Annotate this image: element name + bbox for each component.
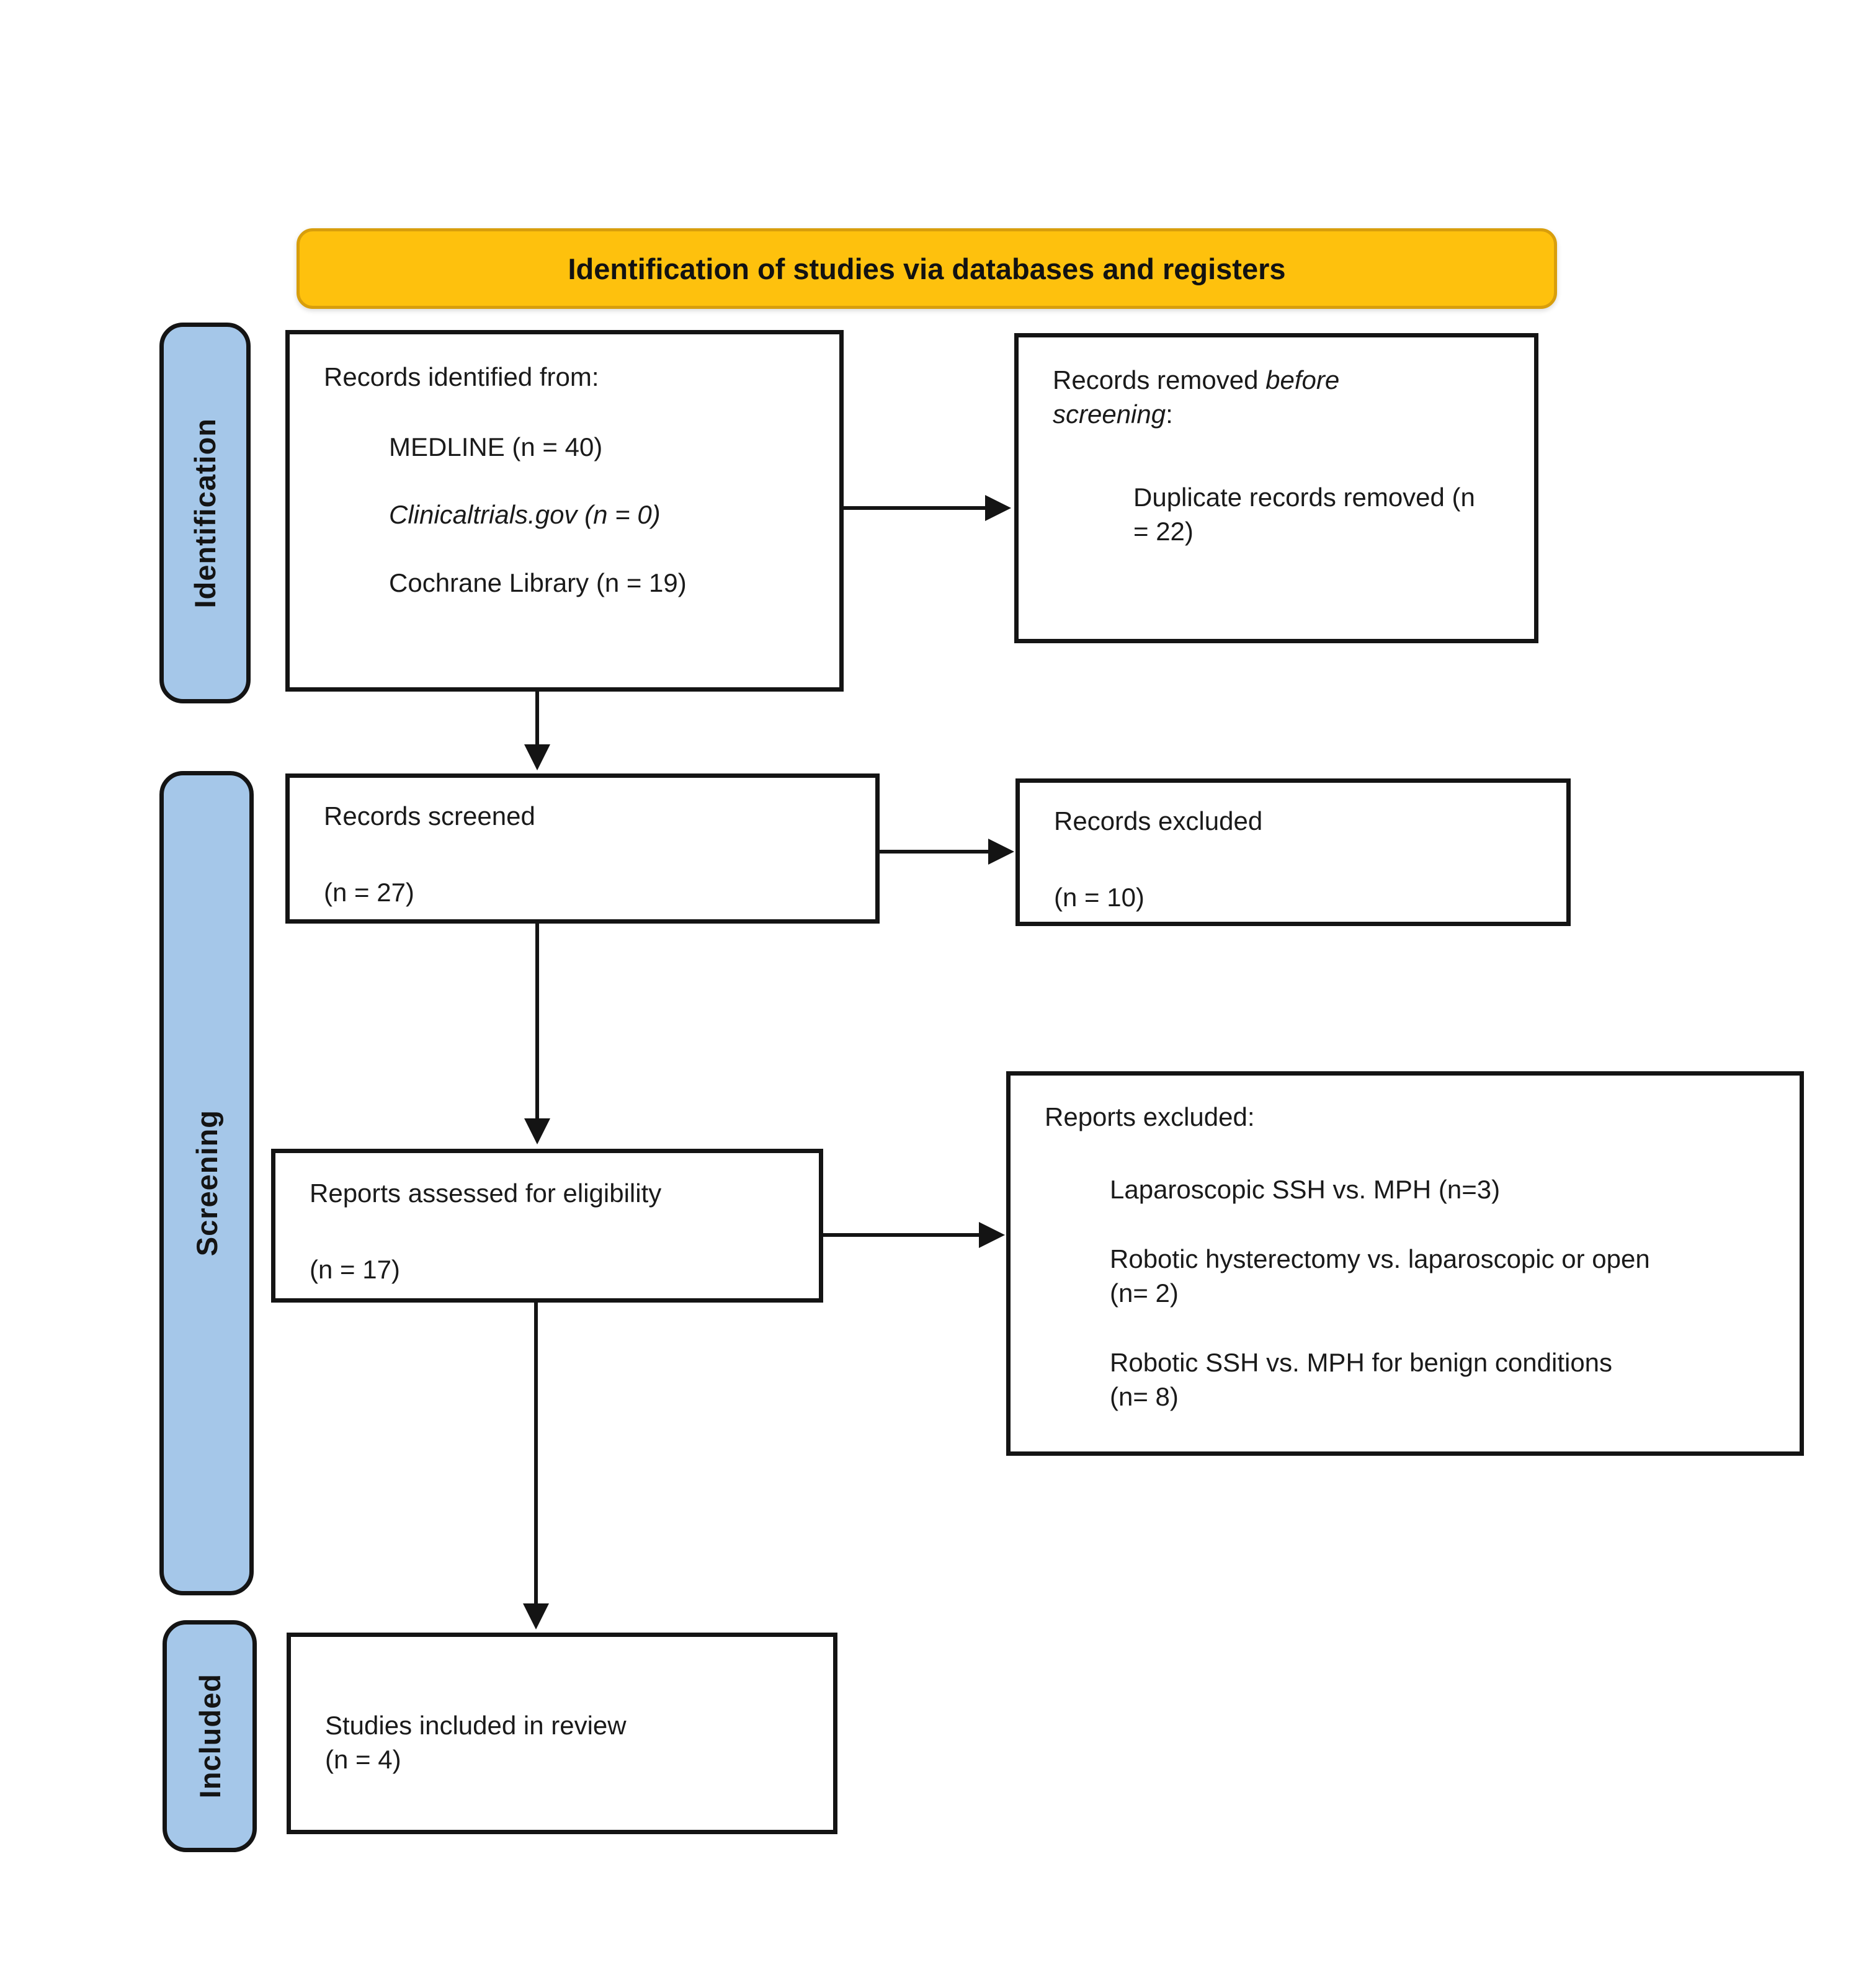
box-records-removed bbox=[1014, 333, 1538, 643]
arrow-screened-to-excluded-head bbox=[988, 839, 1014, 865]
records-identified-item-medline: MEDLINE (n = 40) bbox=[389, 432, 603, 461]
studies-included-line1: Studies included in review bbox=[325, 1710, 627, 1740]
stage-included bbox=[163, 1620, 257, 1852]
records-removed-intro-italic: before screening bbox=[1053, 365, 1340, 429]
banner-title bbox=[297, 228, 1557, 309]
reports-excluded-intro: Reports excluded: bbox=[1045, 1102, 1255, 1131]
box-records-identified bbox=[285, 330, 844, 692]
reports-assessed-line1: Reports assessed for eligibility bbox=[310, 1179, 662, 1208]
records-screened-count: (n = 27) bbox=[324, 877, 414, 907]
records-removed-intro-normal: Records removed bbox=[1053, 365, 1266, 394]
records-removed-item-duplicates: Duplicate records removed (n = 22) bbox=[1133, 483, 1475, 546]
stage-screening bbox=[159, 771, 254, 1595]
arrow-assessed-to-included-line bbox=[534, 1303, 538, 1605]
reports-excluded-item-laparoscopic: Laparoscopic SSH vs. MPH (n=3) bbox=[1110, 1174, 1501, 1204]
stage-screening-label: Screening bbox=[190, 1110, 223, 1257]
records-excluded-line1: Records excluded bbox=[1054, 806, 1263, 836]
arrow-assessed-to-reports-excluded-head bbox=[979, 1222, 1005, 1248]
records-identified-intro: Records identified from: bbox=[324, 362, 599, 391]
reports-excluded-item-robotic-hysterectomy: Robotic hysterectomy vs. laparoscopic or open (n= 2) bbox=[1110, 1244, 1650, 1308]
box-records-screened bbox=[285, 773, 880, 924]
arrow-screened-to-excluded-line bbox=[880, 850, 989, 854]
records-removed-intro bbox=[1053, 363, 1375, 431]
arrow-identified-to-removed-head bbox=[985, 495, 1011, 521]
box-records-excluded bbox=[1015, 778, 1571, 926]
reports-assessed-count: (n = 17) bbox=[310, 1254, 400, 1284]
banner-title-text: Identification of studies via databases and registers bbox=[568, 252, 1286, 285]
arrow-screened-to-assessed-line bbox=[535, 924, 539, 1120]
reports-excluded-item-robotic-ssh: Robotic SSH vs. MPH for benign conditions (n= 8) bbox=[1110, 1348, 1613, 1411]
records-identified-item-cochrane: Cochrane Library (n = 19) bbox=[389, 568, 687, 597]
records-identified-item-clinicaltrials: Clinicaltrials.gov (n = 0) bbox=[389, 500, 661, 530]
records-removed-intro-suffix: : bbox=[1166, 399, 1173, 429]
stage-identification bbox=[159, 323, 251, 703]
arrow-assessed-to-reports-excluded-line bbox=[823, 1233, 980, 1237]
arrow-identified-to-removed-line bbox=[844, 506, 986, 510]
box-reports-assessed bbox=[271, 1149, 823, 1303]
stage-included-label: Included bbox=[193, 1674, 226, 1799]
records-screened-line1: Records screened bbox=[324, 801, 535, 831]
arrow-assessed-to-included-head bbox=[523, 1603, 549, 1629]
arrow-screened-to-assessed-head bbox=[524, 1118, 550, 1144]
box-studies-included bbox=[287, 1633, 837, 1834]
arrow-identified-to-screened-line bbox=[535, 690, 539, 747]
studies-included-count: (n = 4) bbox=[325, 1744, 401, 1774]
stage-identification-label: Identification bbox=[189, 417, 221, 608]
box-reports-excluded bbox=[1006, 1071, 1804, 1456]
records-excluded-count: (n = 10) bbox=[1054, 882, 1145, 912]
arrow-identified-to-screened-head bbox=[524, 744, 550, 770]
